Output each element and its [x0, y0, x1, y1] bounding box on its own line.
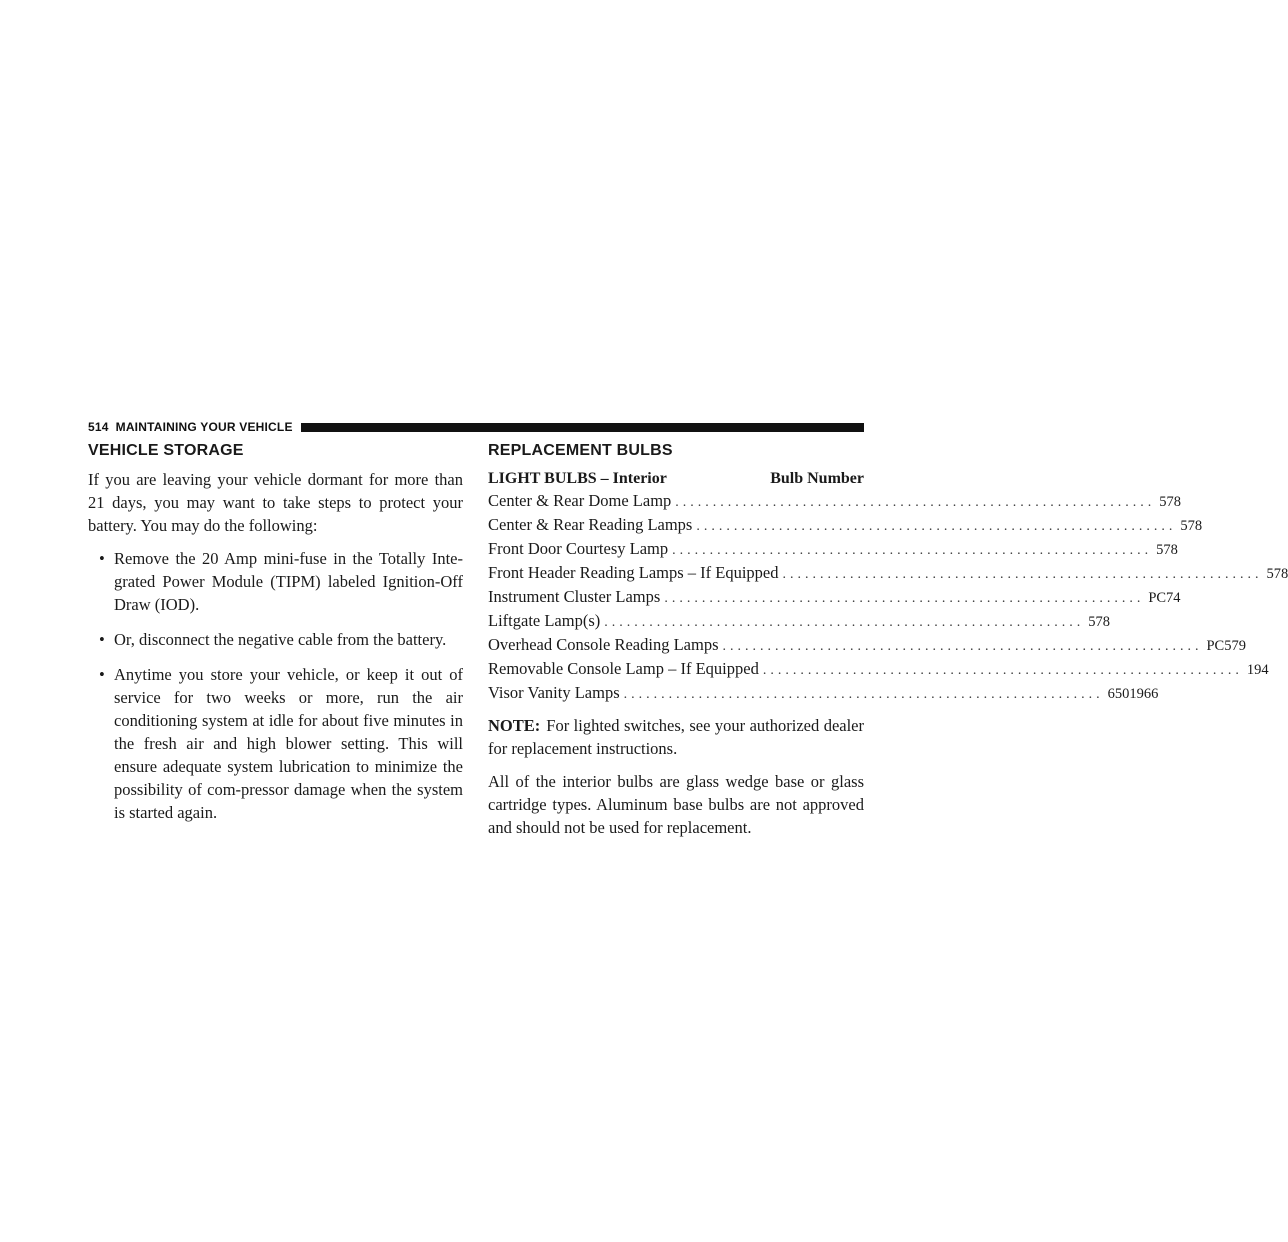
storage-steps-list	[88, 547, 463, 824]
list-item-text: Anytime you store your vehicle, or keep it out of service for two weeks or more, run the air conditioning system at idle for about five minutes in the fresh air and high blower setting. This will ensure adequate system lubrication to minimize the possibility of com-pressor damage when the system is started again.	[114, 665, 463, 822]
bulb-name: Center & Rear Reading Lamps	[488, 515, 693, 534]
bulb-name: Instrument Cluster Lamps	[488, 587, 661, 606]
page-header	[88, 418, 864, 436]
note-label: NOTE:	[488, 716, 541, 735]
section-title: MAINTAINING YOUR VEHICLE	[115, 420, 293, 434]
bulb-table-header-right: Bulb Number	[770, 470, 864, 487]
bulb-number: 194	[1246, 662, 1269, 678]
table-row	[488, 490, 1182, 514]
page-number: 514	[88, 420, 109, 434]
bulb-number: 578	[1156, 542, 1178, 558]
dot-leader: ................................................................	[675, 495, 1156, 510]
bulb-number: 578	[1180, 518, 1203, 534]
table-row	[488, 514, 1203, 538]
dot-leader: ................................................................	[696, 519, 1177, 534]
dot-leader: ................................................................	[782, 567, 1263, 582]
table-row	[488, 586, 1181, 610]
bullet-icon: •	[99, 549, 105, 568]
bulb-number: 6501966	[1107, 686, 1159, 702]
list-item-text: Or, disconnect the negative cable from the battery.	[114, 630, 447, 649]
list-item	[88, 663, 463, 824]
replacement-bulbs-heading: REPLACEMENT BULBS	[488, 442, 673, 459]
bullet-icon: •	[99, 630, 105, 649]
dot-leader: ................................................................	[664, 591, 1145, 606]
bulb-name: Visor Vanity Lamps	[488, 683, 620, 702]
bulb-name: Front Door Courtesy Lamp	[488, 539, 669, 558]
table-row	[488, 682, 1159, 706]
bulb-number: PC74	[1148, 590, 1181, 606]
dot-leader: ................................................................	[722, 639, 1203, 654]
bulb-table-header	[488, 468, 864, 490]
bulb-name: Overhead Console Reading Lamps	[488, 635, 719, 654]
dot-leader: ................................................................	[762, 663, 1243, 678]
bulb-number: 578	[1088, 614, 1110, 630]
closing-paragraph: All of the interior bulbs are glass wedge base or glass cartridge types. Aluminum base bulbs are not approved and should not be used for replacement.	[488, 772, 864, 837]
bulb-name: Liftgate Lamp(s)	[488, 611, 601, 630]
table-row	[488, 538, 1178, 562]
table-row	[488, 658, 1269, 682]
table-row	[488, 610, 1110, 634]
note-paragraph	[488, 714, 864, 760]
dot-leader: ................................................................	[604, 615, 1085, 630]
bulb-name: Removable Console Lamp – If Equipped	[488, 659, 759, 678]
list-item-text: Remove the 20 Amp mini-fuse in the Totally Inte-grated Power Module (TIPM) labeled Ignition-Off Draw (IOD).	[114, 549, 463, 614]
header-rule	[301, 423, 864, 432]
note-text: For lighted switches, see your authorized dealer for replacement instructions.	[488, 716, 864, 758]
vehicle-storage-intro: If you are leaving your vehicle dormant for more than 21 days, you may want to take steps to protect your battery. You may do the following:	[88, 470, 463, 535]
list-item	[88, 628, 463, 651]
right-column	[488, 442, 1288, 849]
vehicle-storage-heading: VEHICLE STORAGE	[88, 442, 244, 459]
bullet-icon: •	[99, 665, 105, 684]
bulb-number: PC579	[1206, 638, 1246, 654]
bulb-name: Front Header Reading Lamps – If Equipped	[488, 563, 779, 582]
dot-leader: ................................................................	[672, 543, 1153, 558]
left-column	[88, 442, 463, 836]
dot-leader: ................................................................	[623, 687, 1104, 702]
bulb-name: Center & Rear Dome Lamp	[488, 491, 672, 510]
bulb-table-header-left: LIGHT BULBS – Interior	[488, 470, 667, 487]
table-row	[488, 634, 1246, 658]
list-item	[88, 547, 463, 616]
bulb-number: 578	[1266, 566, 1288, 582]
table-row	[488, 562, 1288, 586]
bulb-number: 578	[1159, 494, 1182, 510]
